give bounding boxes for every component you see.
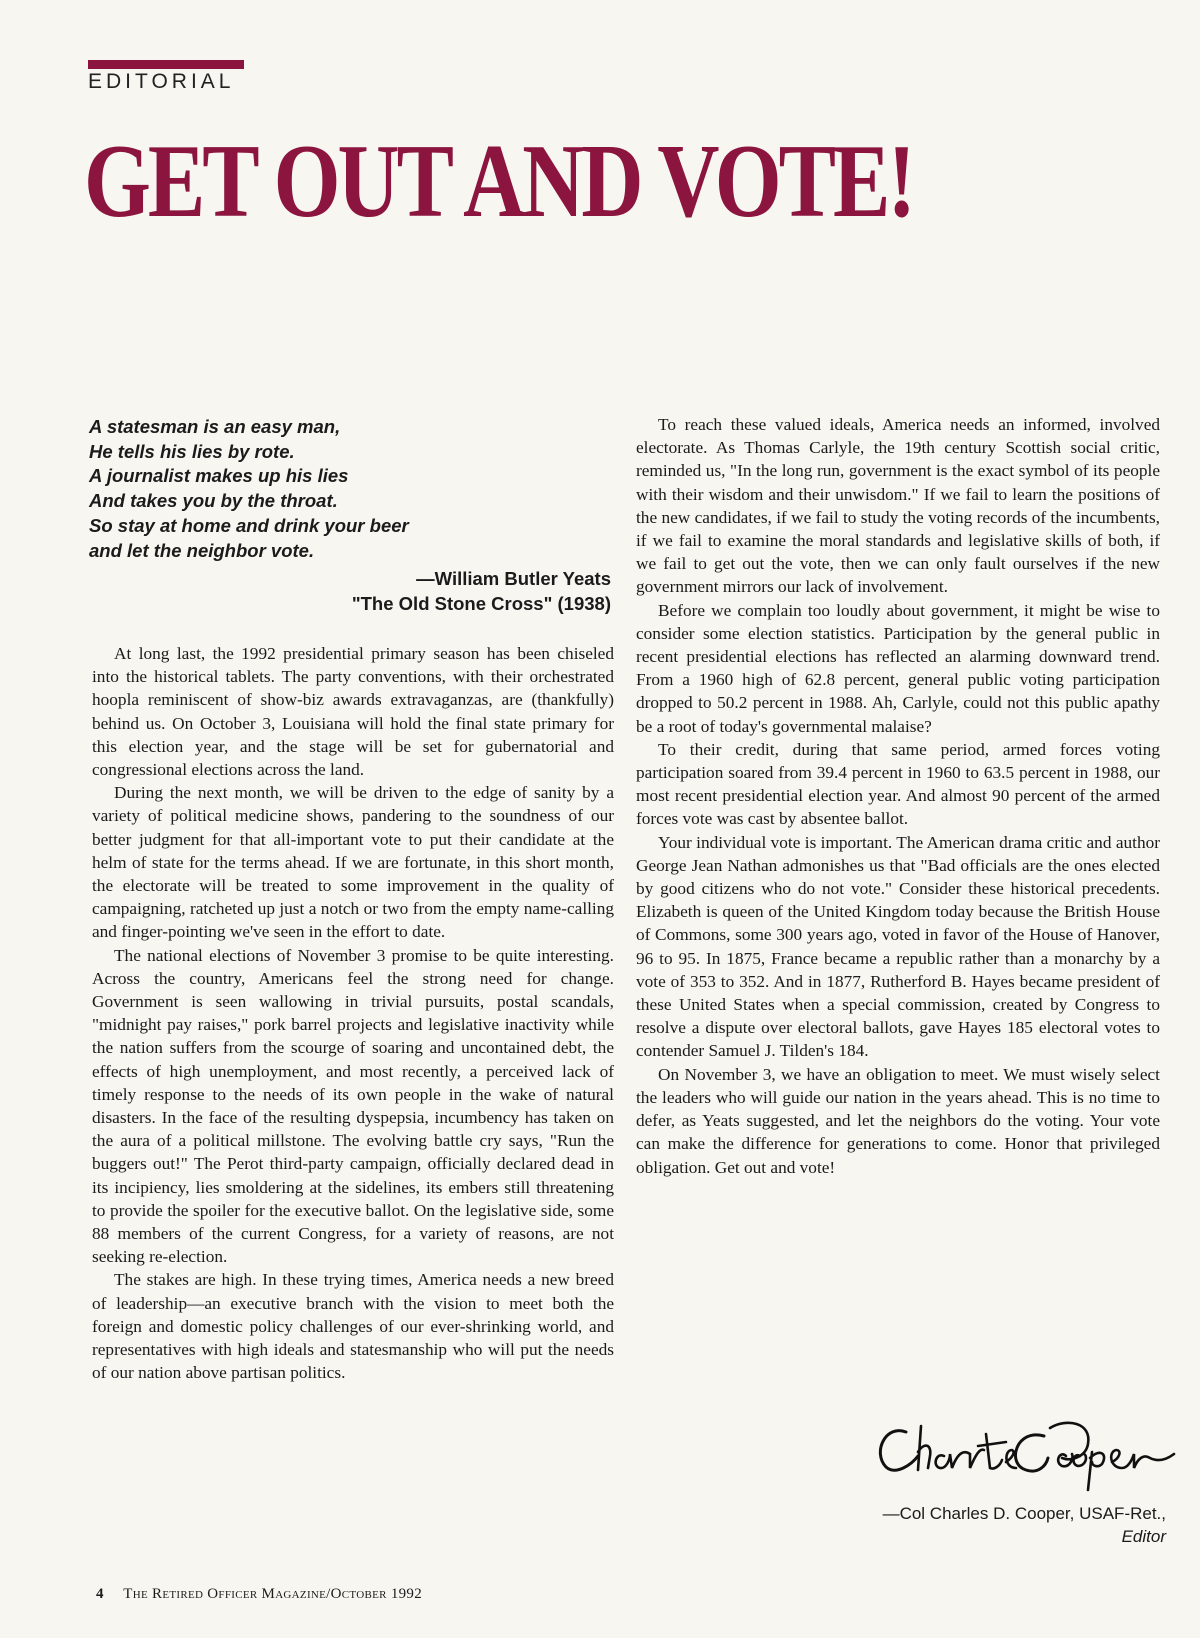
article-column-left: [92, 642, 614, 1385]
section-label: EDITORIAL: [88, 70, 235, 93]
epigraph-line: A statesman is an easy man,: [89, 416, 341, 437]
article-paragraph: The national elections of November 3 promise to be quite interesting. Across the country, Americans feel the strong need for change. Government is seen wallowing in trivial pursuits, postal scandals, "midnight pay raises," pork barrel projects and legislative inactivity while the nation suffers from the scourge of soaring and uncontained debt, the effects of high unemployment, and most recently, a perceived lack of timely response to the needs of its own people in the wake of natural disasters. In the face of the resulting dyspepsia, incumbency has taken on the aura of a political millstone. The evolving battle cry says, "Run the buggers out!" The Perot third-party campaign, officially declared dead in its incipiency, lies smoldering at the sidelines, its embers still threatening to provide the spoiler for the executive ballot. On the legislative side, some 88 members of the current Congress, for a variety of reasons, are not seeking re-election.: [92, 945, 614, 1267]
article-paragraph: Your individual vote is important. The American drama critic and author George Jean Nathan admonishes us that "Bad officials are the ones elected by good citizens who do not vote." Consider these historical precedents. Elizabeth is queen of the United Kingdom today because the British House of Commons, some 300 years ago, voted in favor of the House of Hanover, 96 to 95. In 1875, France became a republic rather than a monarchy by a vote of 353 to 352. And in 1877, Rutherford B. Hayes became president of these United States when a special commission, created by Congress to resolve a dispute over electoral ballots, gave Hayes 185 electoral votes to contender Samuel J. Tilden's 184.: [636, 832, 1160, 1061]
article-paragraph: During the next month, we will be driven to the edge of sanity by a variety of political medicine shows, pandering to the soundness of our better judgment for that all-important vote to put their candidate at the helm of state for the terms ahead. If we are fortunate, in this short month, the electorate will be treated to some improvement in the quality of campaigning, ratcheted up just a notch or two from the empty name-calling and finger-pointing we've seen in the effort to date.: [92, 783, 614, 942]
epigraph-line: A journalist makes up his lies: [89, 465, 349, 487]
epigraph-line: and let the neighbor vote.: [89, 539, 315, 561]
article-paragraph: The stakes are high. In these trying times, America needs a new breed of leadership—an executive branch with the vision to meet both the foreign and domestic policy challenges of our ever-shrinking world, and representatives with high ideals and statesmanship who will put the needs of our nation above partisan politics.: [92, 1270, 614, 1383]
section-accent-bar: [88, 60, 244, 69]
article-paragraph: To their credit, during that same period, armed forces voting participation soared from 39.4 percent in 1960 to 63.5 percent in 1988, our most recent presidential election year. And almost 90 percent of the armed forces vote was cast by absentee ballot.: [636, 739, 1160, 829]
epigraph-line: He tells his lies by rote.: [89, 440, 295, 462]
epigraph-attribution: [89, 566, 611, 616]
article-column-right: [636, 413, 1160, 1179]
signoff-role: Editor: [1121, 1527, 1166, 1546]
epigraph: [89, 415, 614, 563]
signoff-name: —Col Charles D. Cooper, USAF-Ret.,: [882, 1504, 1166, 1523]
page-footer: [96, 1586, 422, 1603]
epigraph-line: So stay at home and drink your beer: [89, 514, 409, 536]
article-paragraph: At long last, the 1992 presidential primary season has been chiseled into the historical tablets. The party conventions, with their orchestrated hoopla reminiscent of show-biz awards extravaganzas, are (thankfully) behind us. On October 3, Louisiana will hold the final state primary for this election year, and the stage will be set for gubernatorial and congressional elections across the land.: [92, 644, 614, 780]
article-paragraph: Before we complain too loudly about government, it might be wise to consider some election statistics. Participation by the general public in recent presidential elections has reflected an alarming downward trend. From a 1960 high of 62.8 percent, general public voting participation dropped to 50.2 percent in 1988. Ah, Carlyle, could not this public apathy be a root of today's governmental malaise?: [636, 600, 1160, 736]
headline: GET OUT AND VOTE!: [84, 121, 914, 240]
article-paragraph: To reach these valued ideals, America needs an informed, involved electorate. As Thomas Carlyle, the 19th century Scottish social critic, reminded us, "In the long run, government is the exact symbol of its people with their wisdom and their unwisdom." If we fail to learn the positions of the new candidates, if we fail to study the voting records of the incumbents, if we fail to examine the moral standards and legislative skills of both, if we fail to get out the vote, then we can only fault ourselves if the new government mirrors our lack of involvement.: [636, 415, 1160, 597]
article-paragraph: On November 3, we have an obligation to meet. We must wisely select the leaders who will guide our nation in the years ahead. This is no time to defer, as Yeats suggested, and let the neighbors do the voting. Your vote can make the difference for generations to come. Honor that privileged obligation. Get out and vote!: [636, 1064, 1160, 1177]
page-number: 4: [96, 1586, 104, 1602]
epigraph-author: —William Butler Yeats: [416, 568, 611, 589]
signoff: [883, 1502, 1166, 1548]
epigraph-source: "The Old Stone Cross" (1938): [351, 593, 611, 614]
publication-line: The Retired Officer Magazine/October 1992: [123, 1586, 423, 1602]
editor-signature: [866, 1412, 1176, 1492]
epigraph-line: And takes you by the throat.: [89, 490, 338, 512]
